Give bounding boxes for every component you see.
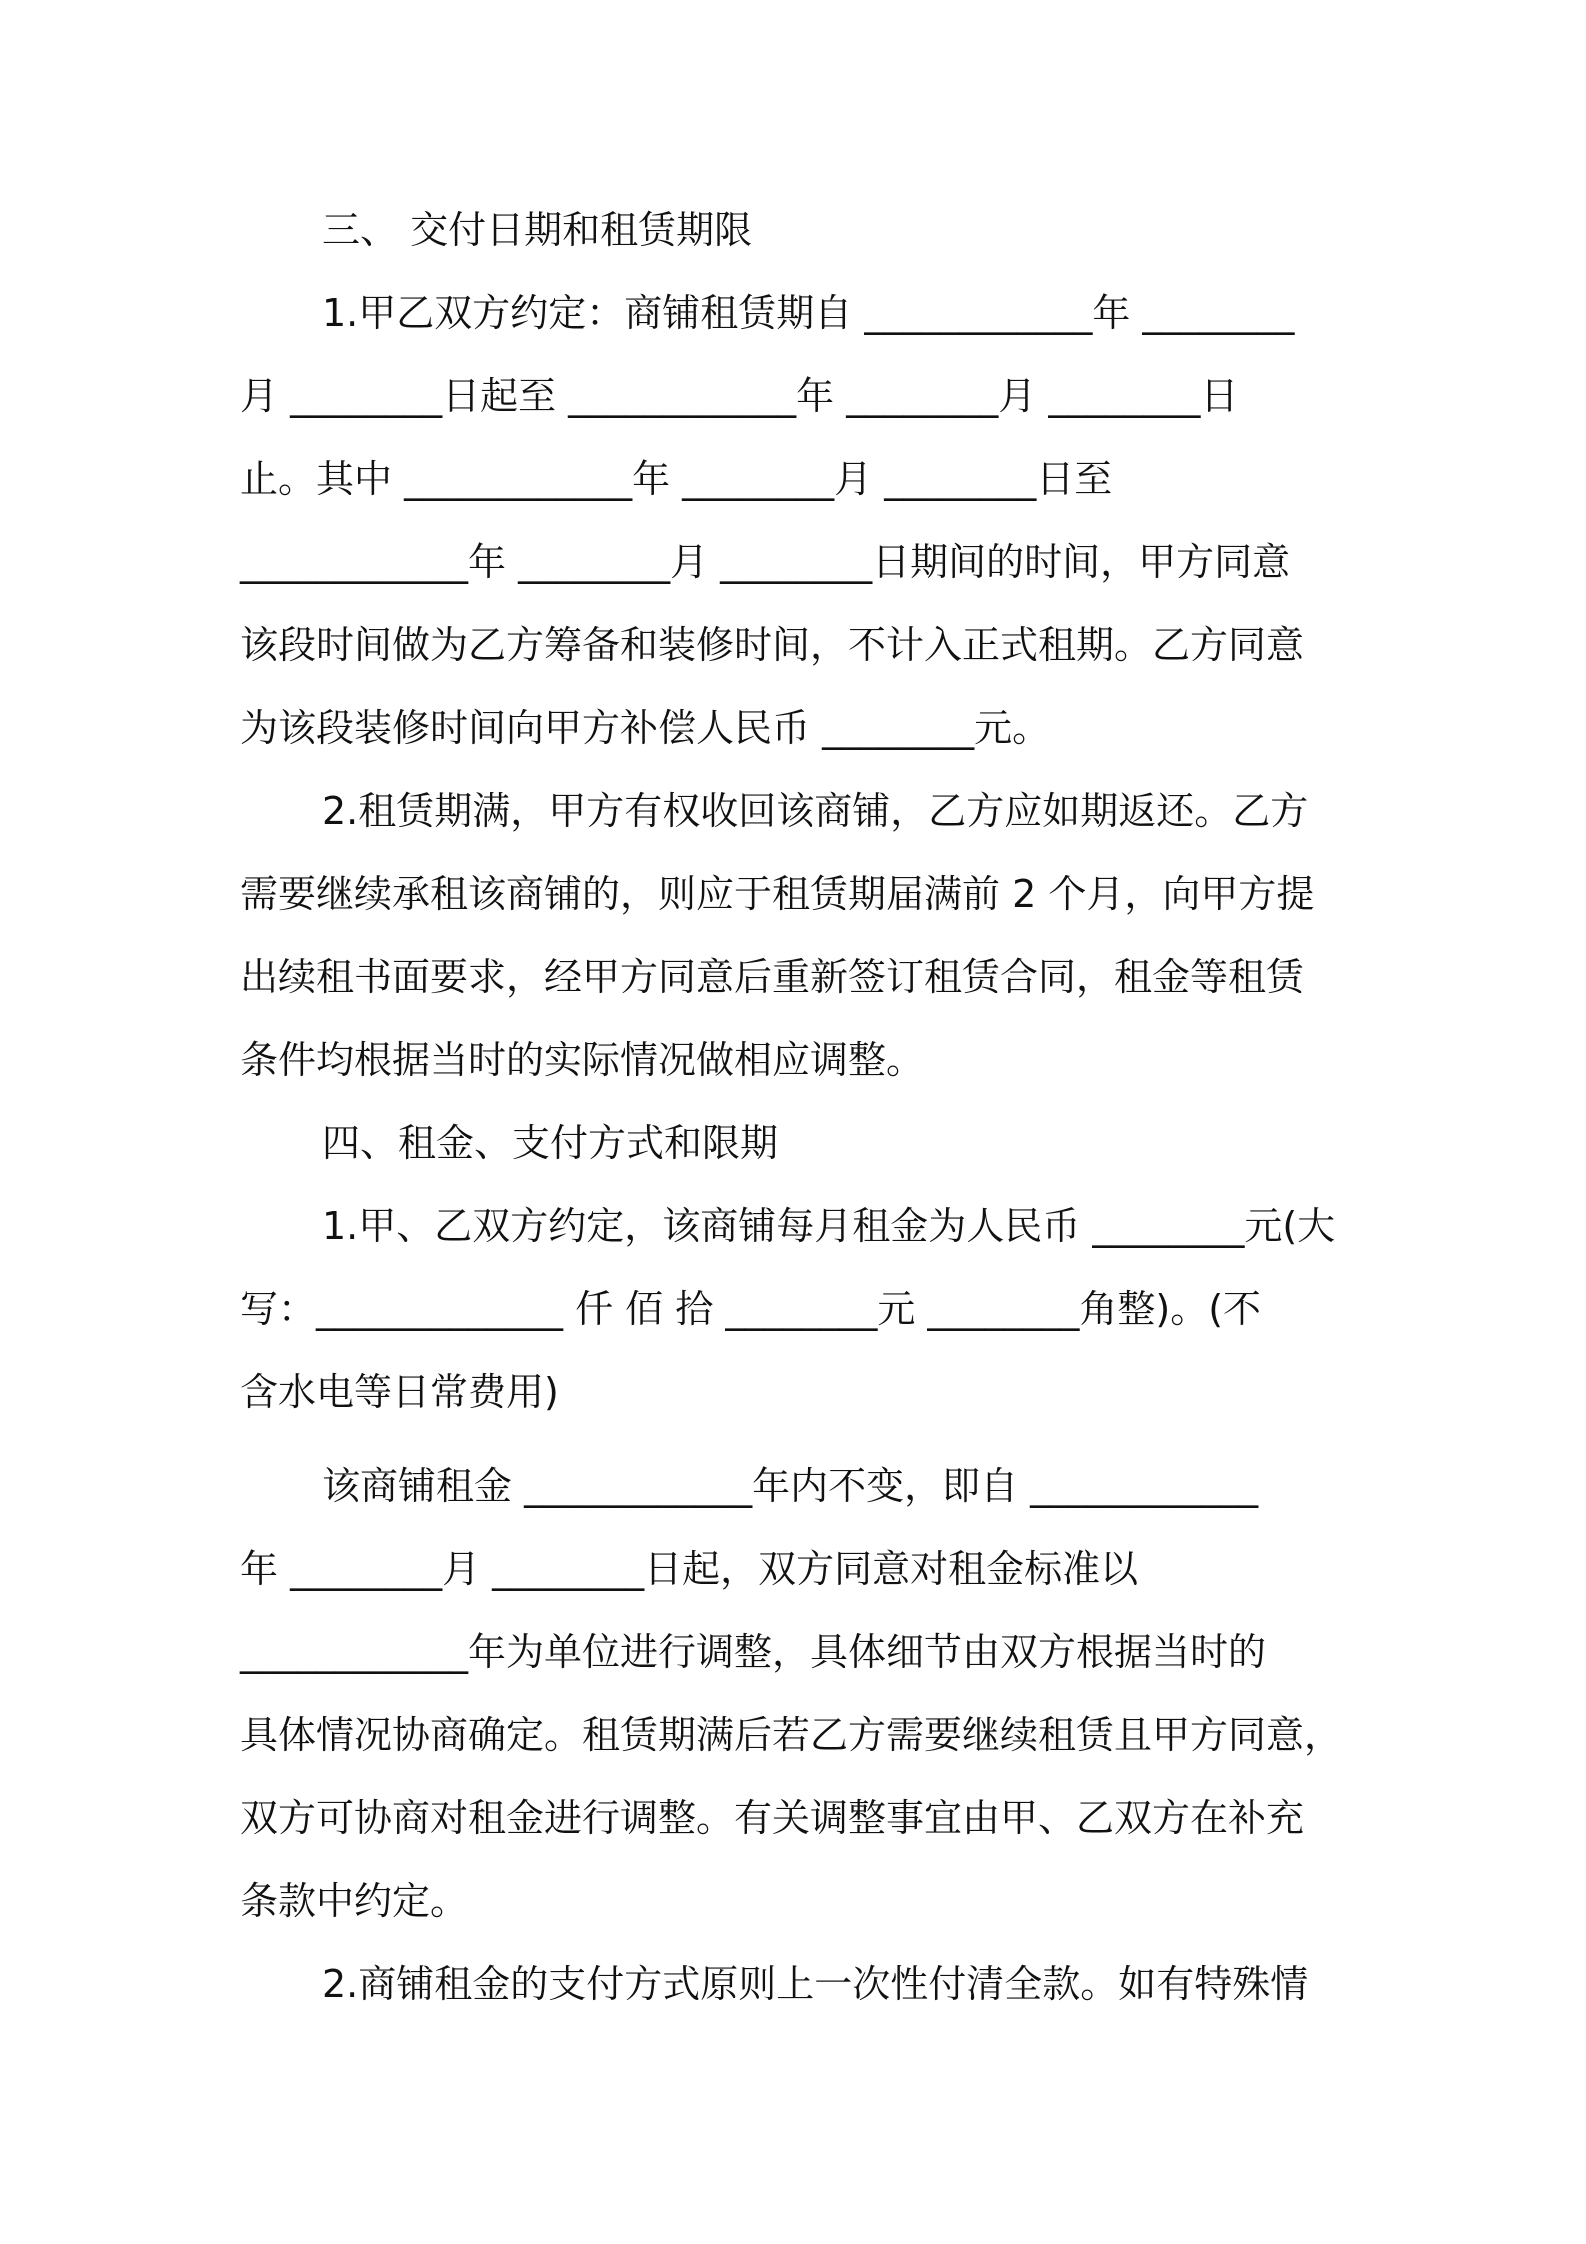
section-4-heading: 四、租金、支付方式和限期 <box>322 1121 779 1165</box>
paragraph-line: 止。其中 ____________年 ________月 ________日至 <box>240 457 1113 501</box>
paragraph-line: 条款中约定。 <box>240 1879 469 1923</box>
paragraph-line: 该段时间做为乙方筹备和装修时间，不计入正式租期。乙方同意 <box>240 623 1305 667</box>
paragraph-line: 2.租赁期满，甲方有权收回该商铺，乙方应如期返还。乙方 <box>322 789 1309 833</box>
paragraph-line: 年 ________月 ________日起，双方同意对租金标准以 <box>240 1547 1139 1591</box>
paragraph-line: 2.商铺租金的支付方式原则上一次性付清全款。如有特殊情 <box>322 1962 1309 2006</box>
paragraph-line: 1.甲、乙双方约定，该商铺每月租金为人民币 ________元(大 <box>322 1204 1336 1248</box>
paragraph-line: 1.甲乙双方约定：商铺租赁期自 ____________年 ________ <box>322 291 1295 335</box>
paragraph-line: ____________年 ________月 ________日期间的时间，甲方同意 <box>240 540 1291 584</box>
paragraph-line: 含水电等日常费用) <box>240 1370 559 1414</box>
paragraph-line: ____________年为单位进行调整，具体细节由双方根据当时的 <box>240 1630 1267 1674</box>
paragraph-line: 双方可协商对租金进行调整。有关调整事宜由甲、乙双方在补充 <box>240 1796 1305 1840</box>
paragraph-line: 条件均根据当时的实际情况做相应调整。 <box>240 1038 925 1082</box>
paragraph-line: 为该段装修时间向甲方补偿人民币 ________元。 <box>240 706 1051 750</box>
paragraph-line: 需要继续承租该商铺的，则应于租赁期届满前 2 个月，向甲方提 <box>240 872 1315 916</box>
paragraph-line: 月 ________日起至 ____________年 ________月 ________日 <box>240 374 1239 418</box>
paragraph-line: 出续租书面要求，经甲方同意后重新签订租赁合同，租金等租赁 <box>240 955 1305 999</box>
paragraph-line: 写：_____________ 仟 佰 拾 ________元 ________角整)。(不 <box>240 1287 1262 1331</box>
paragraph-line: 该商铺租金 ____________年内不变，即自 ____________ <box>322 1464 1259 1508</box>
section-3-heading: 三、 交付日期和租赁期限 <box>322 208 753 252</box>
paragraph-line: 具体情况协商确定。租赁期满后若乙方需要继续租赁且甲方同意， <box>240 1713 1343 1757</box>
